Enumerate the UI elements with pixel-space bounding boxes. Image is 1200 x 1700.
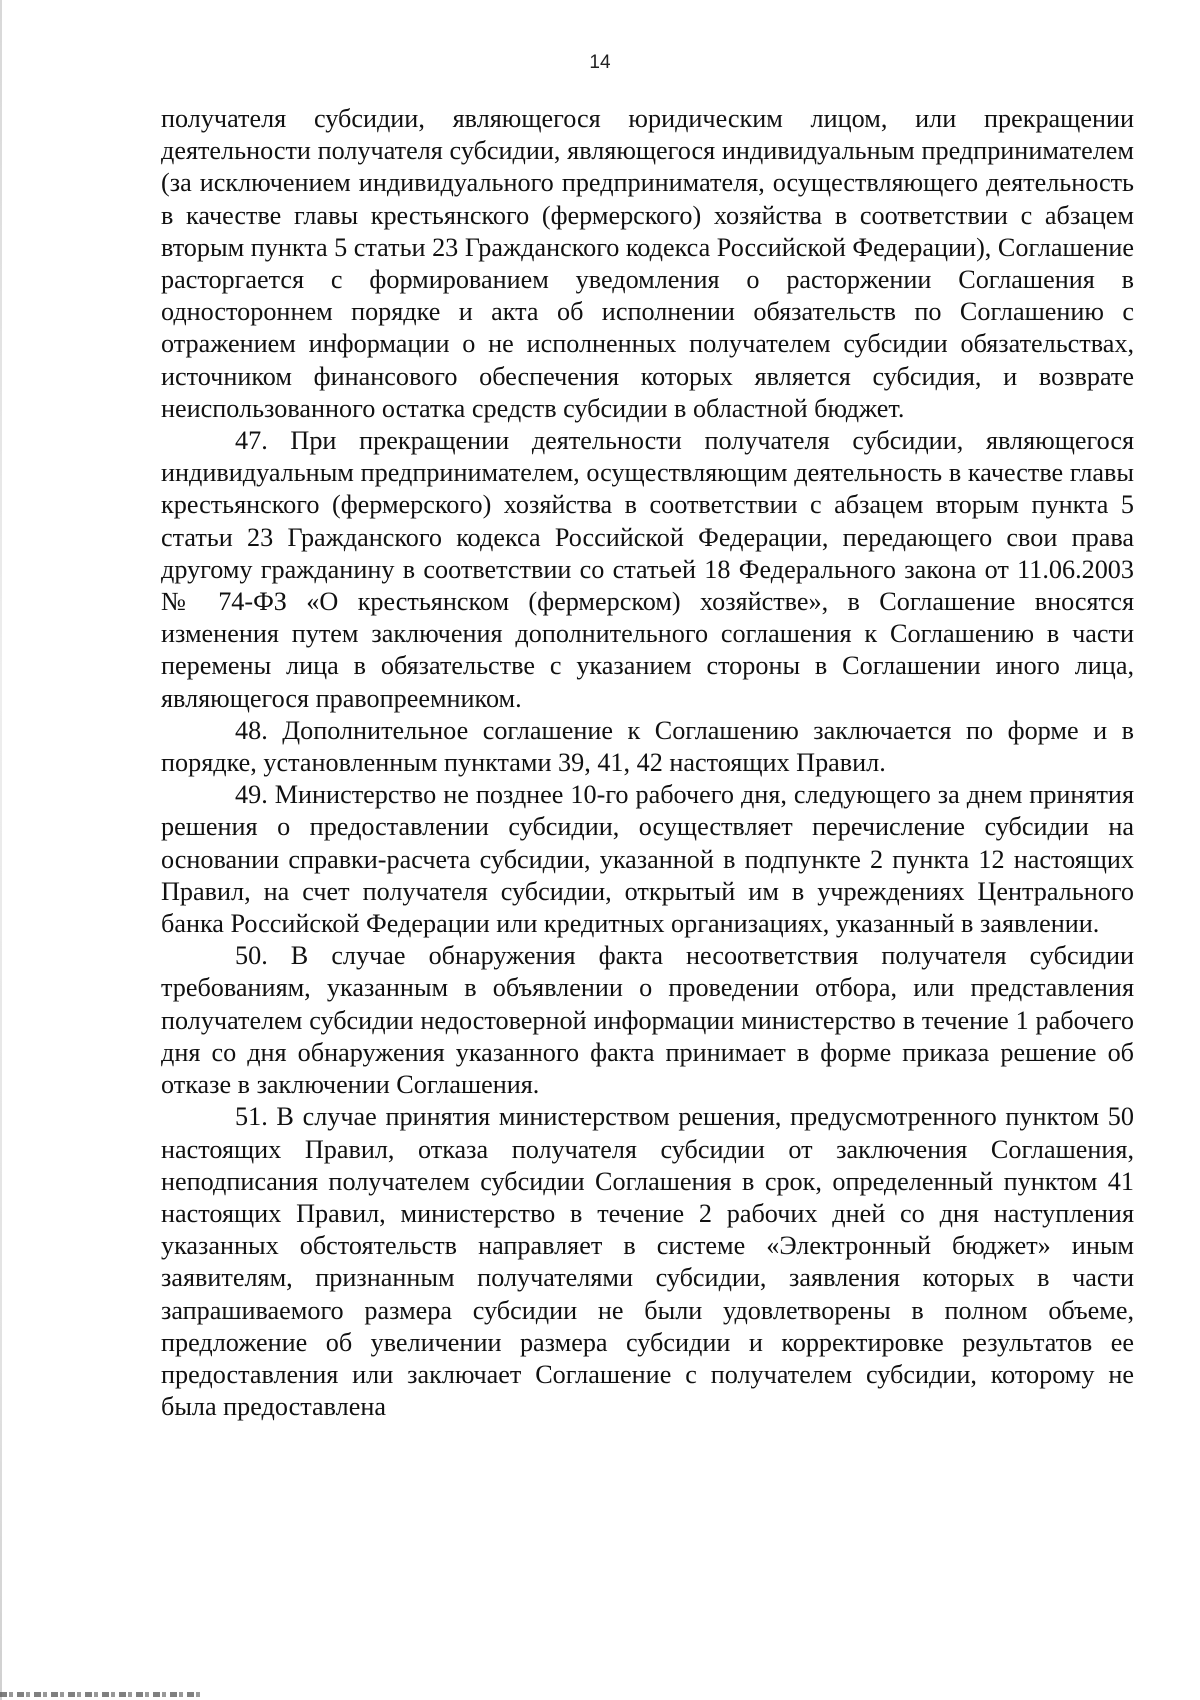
page-number: 14 <box>589 52 611 73</box>
scan-artifact <box>0 1692 200 1697</box>
scan-edge-line <box>0 0 2 1700</box>
paragraph-continuation: получателя субсидии, являющегося юридическим лицом, или прекращении деятельности получателя субсидии, являющегося индивидуальным предпринимателем (за исключением индивидуального предпринимателя, осуществляющего деятельность в качестве главы крестьянского (фермерского) хозяйства в соответствии с абзацем вторым пункта 5 статьи 23 Гражданского кодекса Российской Федерации), Соглашение расторгается с формированием уведомления о расторжении Соглашения в одностороннем порядке и акта об исполнении обязательств по Соглашению с отражением информации о не исполненных получателем субсидии обязательствах, источником финансового обеспечения которых является субсидия, и возврате неиспользованного остатка средств субсидии в областной бюджет. <box>161 104 1134 423</box>
paragraph-51: 51. В случае принятия министерством решения, предусмотренного пунктом 50 настоящих Правил, отказа получателя субсидии от заключения Соглашения, неподписания получателем субсидии Соглашения в срок, определенный пунктом 41 настоящих Правил, министерство в течение 2 рабочих дней со дня наступления указанных обстоятельств направляет в системе «Электронный бюджет» иным заявителям, признанным получателями субсидии, заявления которых в части запрашиваемого размера субсидии не были удовлетворены в полном объеме, предложение об увеличении размера субсидии и корректировке результатов ее предоставления или заключает Соглашение с получателем субсидии, которому не была предоставлена <box>161 1102 1134 1422</box>
document-body <box>161 103 1134 1423</box>
paragraph-47: 47. При прекращении деятельности получателя субсидии, являющегося индивидуальным предпринимателем, осуществляющим деятельность в качестве главы крестьянского (фермерского) хозяйства в соответствии с абзацем вторым пункта 5 статьи 23 Гражданского кодекса Российской Федерации, передающего свои права другому гражданину в соответствии со статьей 18 Федерального закона от 11.06.2003 № 74-ФЗ «О крестьянском (фермерском) хозяйстве», в Соглашение вносятся изменения путем заключения дополнительного соглашения к Соглашению в части перемены лица в обязательстве с указанием стороны в Соглашении иного лица, являющегося правопреемником. <box>161 426 1134 713</box>
paragraph-50: 50. В случае обнаружения факта несоответствия получателя субсидии требованиям, указанным в объявлении о проведении отбора, или представления получателем субсидии недостоверной информации министерство в течение 1 рабочего дня со дня обнаружения указанного факта принимает в форме приказа решение об отказе в заключении Соглашения. <box>161 941 1134 1100</box>
paragraph-49: 49. Министерство не позднее 10-го рабочего дня, следующего за днем принятия решения о предоставлении субсидии, осуществляет перечисление субсидии на основании справки-расчета субсидии, указанной в подпункте 2 пункта 12 настоящих Правил, на счет получателя субсидии, открытый им в учреждениях Центрального банка Российской Федерации или кредитных организациях, указанный в заявлении. <box>161 780 1134 939</box>
paragraph-48: 48. Дополнительное соглашение к Соглашению заключается по форме и в порядке, установленным пунктами 39, 41, 42 настоящих Правил. <box>161 715 1134 778</box>
